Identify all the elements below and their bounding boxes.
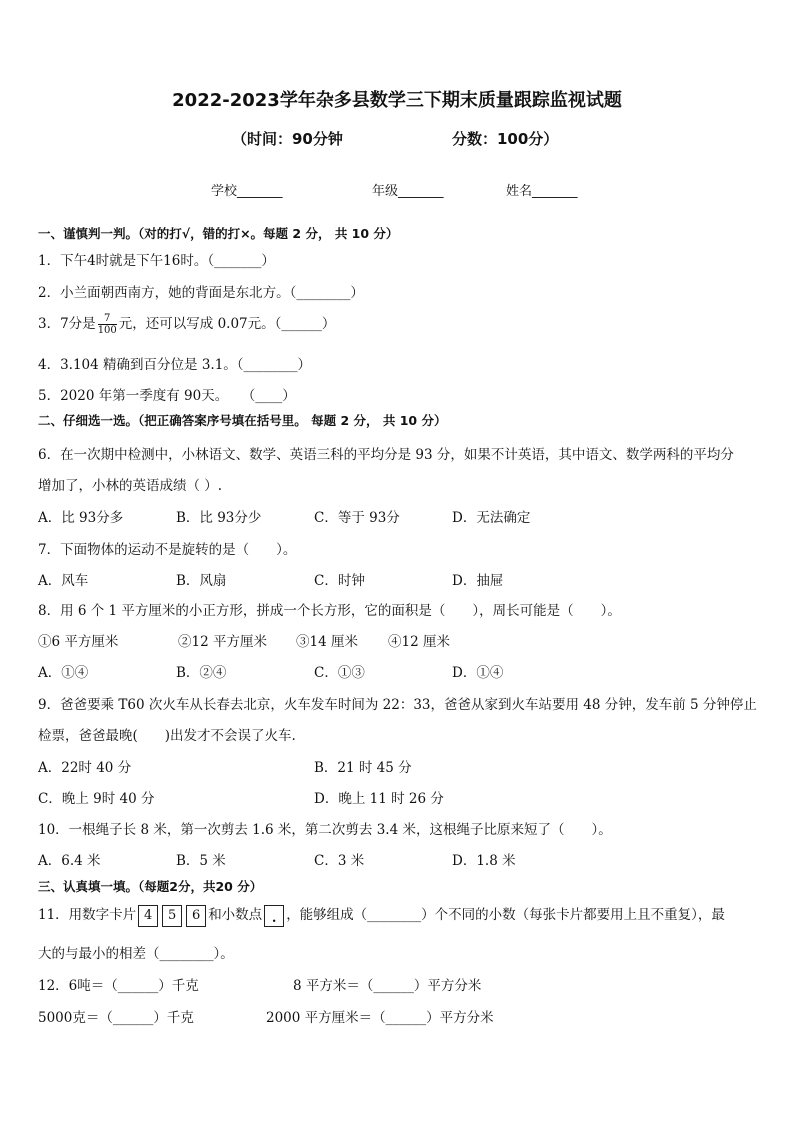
question-3 (38, 312, 335, 336)
question-9-line-2: 检票，爸爸最晚( )出发才不会误了火车. (38, 728, 296, 744)
q10-option-c: C．3 米 (314, 853, 365, 869)
q8-option-d: D．①④ (452, 665, 504, 681)
q8-item-1: ①6 平方厘米 (38, 634, 119, 650)
question-8: 8．用 6 个 1 平方厘米的小正方形，拼成一个长方形，它的面积是（ ），周长可能是（ ）。 (38, 603, 621, 619)
page-title: 2022-2023学年杂多县数学三下期末质量跟踪监视试题 (172, 90, 622, 111)
q9-option-d: D．晚上 11 时 26 分 (314, 791, 444, 807)
q7-option-d: D．抽屉 (452, 573, 504, 589)
fraction-denominator: 100 (97, 325, 117, 336)
question-1: 1．下午4时就是下午16时。（_______） (38, 253, 275, 269)
section-2-heading: 二、仔细选一选。（把正确答案序号填在括号里。 每题 2 分， 共 10 分） (38, 413, 447, 428)
q11-suffix: ，能够组成（________）个不同的小数（每张卡片都要用上且不重复），最 (286, 907, 725, 923)
q7-option-b: B．风扇 (176, 573, 227, 589)
digit-card-6: 6 (186, 905, 206, 927)
q12-part-a: 12．6吨＝（______）千克 (38, 978, 199, 994)
fraction (98, 313, 117, 336)
decimal-point-card: . (264, 905, 284, 927)
q6-option-a: A．比 93分多 (38, 510, 124, 526)
q10-option-d: D．1.8 米 (452, 853, 516, 869)
q7-option-a: A．风车 (38, 573, 89, 589)
q10-option-b: B．5 米 (176, 853, 226, 869)
q8-item-2: ②12 平方厘米 (178, 634, 267, 650)
fraction-numerator: 7 (98, 313, 117, 325)
question-5: 5．2020 年第一季度有 90天。 （____） (38, 388, 296, 404)
q9-option-b: B．21 时 45 分 (314, 760, 412, 776)
exam-time: （时间：90分钟 (232, 130, 343, 148)
q10-option-a: A．6.4 米 (38, 853, 101, 869)
q8-item-3: ③14 厘米 (296, 634, 358, 650)
question-11-line-1 (38, 903, 725, 927)
q12-part-d: 2000 平方厘米＝（______）平方分米 (266, 1010, 494, 1026)
q7-option-c: C．时钟 (314, 573, 365, 589)
name-field: 姓名_______ (506, 184, 578, 199)
q6-option-d: D．无法确定 (452, 510, 531, 526)
school-field: 学校_______ (211, 184, 283, 199)
digit-card-5: 5 (162, 905, 182, 927)
q6-option-b: B．比 93分少 (176, 510, 262, 526)
section-3-heading: 三、认真填一填。（每题2分，共20 分） (38, 879, 263, 894)
section-1-heading: 一、谨慎判一判。（对的打√，错的打×。每题 2 分， 共 10 分） (38, 226, 399, 241)
question-2: 2．小兰面朝西南方，她的背面是东北方。（________） (38, 285, 364, 301)
question-6-line-1: 6．在一次期中检测中，小林语文、数学、英语三科的平均分是 93 分，如果不计英语，其中语文、数学两科的平均分 (38, 447, 734, 463)
q8-option-b: B．②④ (176, 665, 227, 681)
question-3-prefix: 3．7分是 (38, 316, 96, 332)
q9-option-c: C．晚上 9时 40 分 (38, 791, 155, 807)
q12-part-b: 8 平方米＝（______）平方分米 (293, 978, 482, 994)
q11-prefix: 11．用数字卡片 (38, 907, 137, 923)
question-11-line-2: 大的与最小的相差（________）。 (38, 946, 234, 962)
question-10: 10．一根绳子长 8 米，第一次剪去 1.6 米，第二次剪去 3.4 米，这根绳子比原来短了（ ）。 (38, 822, 612, 838)
q8-item-4: ④12 厘米 (388, 634, 450, 650)
question-4: 4．3.104 精确到百分位是 3.1。（________） (38, 357, 312, 373)
q6-option-c: C．等于 93分 (314, 510, 400, 526)
question-3-suffix: 元，还可以写成 0.07元。（______） (118, 316, 336, 332)
q11-middle: 和小数点 (208, 907, 263, 923)
digit-card-4: 4 (138, 905, 158, 927)
q8-option-a: A．①④ (38, 665, 89, 681)
q12-part-c: 5000克＝（______）千克 (38, 1010, 194, 1026)
exam-score: 分数：100分） (452, 130, 559, 148)
q9-option-a: A．22时 40 分 (38, 760, 132, 776)
q8-option-c: C．①③ (314, 665, 365, 681)
question-7: 7．下面物体的运动不是旋转的是（ ）。 (38, 542, 297, 558)
question-6-line-2: 增加了，小林的英语成绩（ ）. (38, 478, 223, 494)
grade-field: 年级_______ (372, 184, 444, 199)
question-9-line-1: 9．爸爸要乘 T60 次火车从长春去北京，火车发车时间为 22：33，爸爸从家到火车站要用 48 分钟，发车前 5 分钟停止 (38, 697, 757, 713)
